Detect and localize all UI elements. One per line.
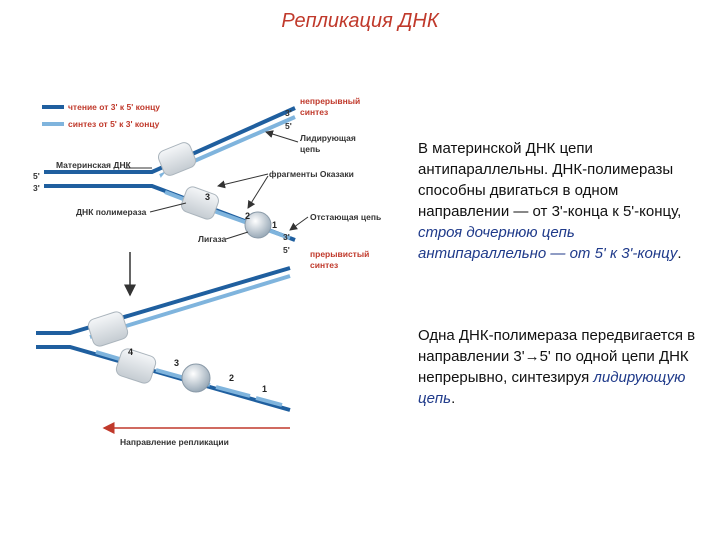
fragment-number-2b: 2 [229,373,235,383]
mother-strand-lower-2 [36,347,290,410]
label-lagging: Отстающая цепь [310,212,382,222]
fragment-number-4b: 4 [128,347,134,357]
polymerase-leader [150,203,186,212]
label-direction: Направление репликации [120,437,229,447]
fragment-number-3b: 3 [174,358,180,368]
fragment-number-1: 1 [272,220,278,230]
paragraph-1 [418,138,703,264]
okazaki-pointer-2 [248,176,268,208]
paragraph-2 [418,325,703,409]
polymerase-leading-bottom [87,310,130,348]
end-label-3-bottom: 3' [283,232,290,242]
end-label-5-top: 5' [285,121,292,131]
mother-strand-upper-2 [36,268,290,333]
label-continuous-1: непрерывный [300,96,361,106]
paragraph-1-text: В материнской ДНК цепи антипараллельны. ДНК-полимеразы способны двигаться в одном направлении — от 3'-конца к 5'-концу, [418,140,682,220]
paragraph-2-end: . [451,390,456,407]
fragment-number-3: 3 [205,192,211,202]
label-synthesis: синтез от 5' к 3' концу [68,119,160,129]
polymerase-leading-top [156,141,197,178]
label-ligase: Лигаза [198,234,227,244]
label-polymerase: ДНК полимераза [76,207,147,217]
fragment-number-1b: 1 [262,384,268,394]
end-label-3-left: 3' [33,183,40,193]
label-continuous-2: синтез [300,107,329,117]
paragraph-2-emphasis: лидирующую цепь [418,369,686,407]
paragraph-1-emphasis: строя дочернюю цепь антипараллельно — от 5' к 3'-концу [418,224,678,262]
label-okazaki: фрагменты Оказаки [269,169,354,179]
label-discontinuous-2: синтез [310,260,339,270]
label-reading: чтение от 3' к 5' концу [68,102,161,112]
end-label-5-bottom: 5' [283,245,290,255]
leading-pointer [266,132,298,142]
polymerase-lagging-bottom [115,347,158,385]
lagging-pointer [290,217,308,230]
ligase-sphere-bottom [182,364,210,392]
page-title: Репликация ДНК [281,10,439,32]
label-leading-2: цепь [300,144,321,154]
paragraph-1-end: . [677,245,682,262]
okazaki-pointer-1 [218,174,268,186]
paragraph-2-text: Одна ДНК-полимераза передвигается в направлении 3'→5' по одной цепи ДНК непрерывно, синтезируя [418,327,696,386]
end-label-5-left: 5' [33,171,40,181]
label-leading-1: Лидирующая [300,133,356,143]
label-discontinuous-1: прерывистый [310,249,370,259]
label-mother-dna: Материнская ДНК [56,160,131,170]
ligase-leader [226,232,248,239]
fragment-number-2: 2 [245,211,251,221]
end-label-3-top: 3' [285,108,292,118]
